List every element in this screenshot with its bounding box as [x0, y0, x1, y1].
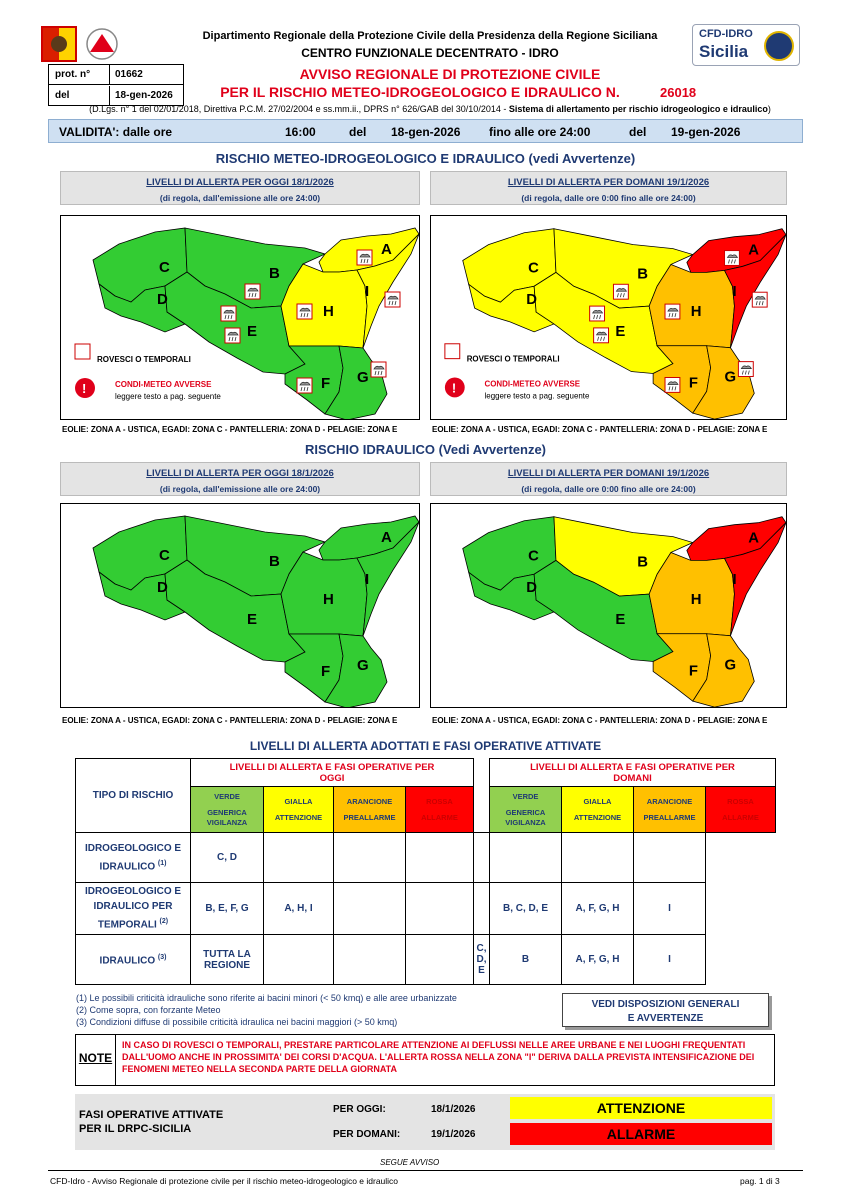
- today-cell: A, H, I: [264, 883, 334, 935]
- prot-value: 01662: [115, 69, 143, 80]
- zone-label-e: E: [247, 611, 258, 628]
- alert-levels-table: [75, 758, 776, 985]
- s1-today-header: LIVELLI DI ALLERTA PER OGGI 18/1/2026 (di regola, dall'emissione alle ore 24:00): [60, 171, 420, 205]
- del-label: del: [55, 90, 70, 101]
- zone-label-h: H: [690, 304, 702, 321]
- centre-name: CENTRO FUNZIONALE DECENTRATO - IDRO: [301, 46, 559, 60]
- storm-icon: [752, 292, 767, 307]
- zone-label-f: F: [688, 663, 698, 680]
- zone-label-i: I: [732, 284, 737, 301]
- s1-today-map: [60, 215, 420, 420]
- zone-label-b: B: [637, 266, 648, 283]
- validity-from-date: 18-gen-2026: [391, 125, 461, 139]
- storm-icon: [738, 362, 753, 377]
- risk-type-cell: IDROGEOLOGICO E IDRAULICO $^{(1)}$: [76, 833, 191, 883]
- zone-label-g: G: [357, 657, 369, 674]
- zone-label-d: D: [157, 579, 168, 596]
- s1-today-eolie: EOLIE: ZONA A - USTICA, EGADI: ZONA C - PANTELLERIA: ZONA D - PELAGIE: ZONA E: [62, 425, 398, 434]
- legend-adverse-label: CONDI-METEO AVVERSE: [115, 380, 212, 389]
- zone-label-e: E: [615, 323, 626, 340]
- zone-label-e: E: [247, 323, 258, 340]
- tomorrow-cell: [490, 833, 562, 883]
- tomorrow-cell: I: [634, 883, 706, 935]
- notice-title-line1: AVVISO REGIONALE DI PROTEZIONE CIVILE: [299, 66, 601, 82]
- zone-label-c: C: [528, 548, 539, 565]
- s2-today-header: LIVELLI DI ALLERTA PER OGGI 18/1/2026 (di regola, dall'emissione alle ore 24:00): [60, 462, 420, 496]
- storm-icon: [245, 284, 260, 299]
- zone-label-i: I: [365, 283, 370, 300]
- zone-label-b: B: [269, 553, 280, 570]
- phase-tomorrow-date: 19/1/2026: [431, 1129, 476, 1140]
- zone-label-a: A: [381, 529, 392, 546]
- tomorrow-cell: A, F, G, H: [562, 883, 634, 935]
- validity-to-date: 19-gen-2026: [671, 125, 741, 139]
- note-label: NOTE: [76, 1035, 116, 1085]
- general-provisions-link[interactable]: VEDI DISPOSIZIONI GENERALI E AVVERTENZE: [562, 993, 769, 1027]
- today-phase-header: LIVELLI DI ALLERTA E FASI OPERATIVE PER OGGI: [191, 759, 474, 787]
- tomorrow-cell: B: [490, 935, 562, 985]
- phase-tomorrow-label: PER DOMANI:: [333, 1129, 401, 1140]
- phase-today-date: 18/1/2026: [431, 1104, 476, 1115]
- today-level-rossa: ROSSA ALLARME: [406, 787, 474, 833]
- zone-label-f: F: [321, 375, 331, 392]
- s2-tomorrow-eolie: EOLIE: ZONA A - USTICA, EGADI: ZONA C - PANTELLERIA: ZONA D - PELAGIE: ZONA E: [432, 716, 768, 725]
- zone-label-f: F: [688, 375, 698, 392]
- cfd-logo: [692, 24, 800, 66]
- footer-text: CFD-Idro - Avviso Regionale di protezione civile per il rischio meteo-idrogeologico e idraulico: [50, 1176, 399, 1186]
- s1-tomorrow-eolie: EOLIE: ZONA A - USTICA, EGADI: ZONA C - PANTELLERIA: ZONA D - PELAGIE: ZONA E: [432, 425, 768, 434]
- storm-icon: [665, 377, 680, 392]
- s2-tomorrow-header: LIVELLI DI ALLERTA PER DOMANI 19/1/2026 (di regola, dalle ore 0:00 fino alle ore 24:00): [430, 462, 787, 496]
- today-cell: [334, 883, 406, 935]
- today-cell: [406, 833, 474, 883]
- storm-icon: [725, 251, 740, 266]
- zone-label-f: F: [321, 663, 331, 680]
- page-number: pag. 1 di 3: [740, 1176, 780, 1186]
- storm-icon: [297, 378, 312, 393]
- today-cell: TUTTA LA REGIONE: [191, 935, 264, 985]
- region-logo: [40, 24, 130, 64]
- tomorrow-phase-header: LIVELLI DI ALLERTA E FASI OPERATIVE PER DOMANI: [490, 759, 776, 787]
- zone-label-e: E: [615, 611, 626, 628]
- tomorrow-cell: I: [634, 935, 706, 985]
- tomorrow-level-arancione: ARANCIONE PREALLARME: [634, 787, 706, 833]
- zone-label-b: B: [269, 265, 280, 282]
- zone-label-a: A: [748, 242, 760, 259]
- zone-label-a: A: [748, 530, 760, 547]
- storm-icon: [594, 328, 609, 343]
- tomorrow-cell: A, F, G, H: [562, 935, 634, 985]
- tomorrow-cell: B, C, D, E: [490, 883, 562, 935]
- operational-phases: [75, 1094, 775, 1150]
- tomorrow-cell: [562, 833, 634, 883]
- zone-label-a: A: [381, 241, 392, 258]
- warning-mark: !: [82, 381, 87, 396]
- table-title: LIVELLI DI ALLERTA ADOTTATI E FASI OPERATIVE ATTIVATE: [249, 739, 602, 753]
- s1-tomorrow-map: [430, 215, 787, 420]
- validity-del2: del: [629, 125, 647, 139]
- storm-icon: [225, 328, 240, 343]
- table-row: [76, 935, 776, 985]
- zone-label-g: G: [357, 369, 369, 386]
- today-cell: B, E, F, G: [191, 883, 264, 935]
- phase-today-level: ATTENZIONE: [510, 1097, 772, 1119]
- globe-icon: [764, 31, 794, 61]
- continue-note: SEGUE AVVISO: [380, 1158, 440, 1167]
- zone-label-b: B: [637, 554, 648, 571]
- today-cell: [406, 883, 474, 935]
- storm-icon: [221, 306, 236, 321]
- zone-label-g: G: [724, 657, 737, 674]
- validity-until: fino alle ore 24:00: [489, 125, 591, 139]
- zone-label-h: H: [323, 591, 334, 608]
- storm-icon: [590, 306, 605, 321]
- legend-adverse-label: CONDI-METEO AVVERSE: [484, 379, 581, 389]
- validity-label: VALIDITA': dalle ore: [59, 125, 173, 139]
- validity-from-time: 16:00: [285, 125, 316, 139]
- phases-label: FASI OPERATIVE ATTIVATE PER IL DRPC-SICILIA: [79, 1109, 224, 1135]
- tomorrow-cell: C, D, E: [474, 935, 490, 985]
- risk-type-header: TIPO DI RISCHIO: [76, 759, 191, 833]
- legend-adverse-sub: leggere testo a pag. seguente: [484, 391, 590, 401]
- cfd-logo-line2: Sicilia: [699, 42, 749, 61]
- storm-icon: [357, 250, 372, 265]
- section-idraulico-title: RISCHIO IDRAULICO (Vedi Avvertenze): [304, 442, 547, 457]
- validity-bar: [48, 119, 803, 143]
- zone-label-h: H: [323, 303, 334, 320]
- prot-label: prot. n°: [55, 69, 91, 80]
- protocol-box: [48, 64, 184, 106]
- today-level-verde: VERDE GENERICA VIGILANZA: [191, 787, 264, 833]
- phase-tomorrow-level: ALLARME: [510, 1123, 772, 1145]
- cfd-logo-line1: CFD-IDRO: [699, 28, 753, 40]
- zone-label-c: C: [159, 259, 170, 276]
- tomorrow-level-rossa: ROSSA ALLARME: [706, 787, 776, 833]
- warning-mark: !: [451, 380, 457, 396]
- tomorrow-cell: [474, 883, 490, 935]
- legend-storm-label: ROVESCI O TEMPORALI: [466, 354, 560, 364]
- zone-label-i: I: [732, 572, 737, 589]
- risk-type-cell: IDROGEOLOGICO E IDRAULICO PER TEMPORALI $^{(2)}$: [76, 883, 191, 935]
- department-name: Dipartimento Regionale della Protezione Civile della Presidenza della Regione Siciliana: [202, 30, 658, 42]
- legend-storm-icon: [75, 344, 90, 359]
- zone-label-i: I: [365, 571, 370, 588]
- note-text: IN CASO DI ROVESCI O TEMPORALI, PRESTARE PARTICOLARE ATTENZIONE AI DEFLUSSI NELLE AREE URBANE E NEI LUOGHI FREQUENTATI DALL'UOMO ANCHE IN PROSSIMITA' DEI CORSI D'ACQUA. L'ALLERTA ROSSA NELLA ZONA "I" DERIVA DALLA PREVISTA INTENSIFICAZIONE DEI FENOMENI METEO NELLA SECONDA PARTE DELLA GIORNATA: [122, 1040, 755, 1074]
- today-level-gialla: GIALLA ATTENZIONE: [264, 787, 334, 833]
- zone-label-h: H: [690, 592, 702, 609]
- table-row: [76, 833, 776, 883]
- today-cell: C, D: [191, 833, 264, 883]
- storm-icon: [613, 284, 628, 299]
- today-cell: [264, 833, 334, 883]
- today-cell: [406, 935, 474, 985]
- legal-references: (D.Lgs. n° 1 del 02/01/2018, Direttiva P.C.M. 27/02/2004 e ss.mm.ii., DPRS n° 626/GAB del 30/10/2014 - Sistema di allertamento per rischio idrogeologico e idraulico): [89, 104, 771, 114]
- tomorrow-cell: [634, 833, 706, 883]
- today-cell: [334, 935, 406, 985]
- tomorrow-level-gialla: GIALLA ATTENZIONE: [562, 787, 634, 833]
- phase-today-label: PER OGGI:: [333, 1104, 386, 1115]
- s2-tomorrow-map: [430, 503, 787, 708]
- zone-label-d: D: [526, 292, 537, 309]
- legend-storm-icon: [445, 344, 460, 359]
- risk-type-cell: IDRAULICO $^{(3)}$: [76, 935, 191, 985]
- zone-label-d: D: [157, 291, 168, 308]
- today-cell: [334, 833, 406, 883]
- zone-label-c: C: [528, 260, 539, 277]
- storm-icon: [665, 304, 680, 319]
- zone-label-g: G: [724, 369, 737, 386]
- notice-number: 26018: [660, 85, 697, 100]
- notice-title-line2: PER IL RISCHIO METEO-IDROGEOLOGICO E IDRAULICO N.: [220, 84, 620, 100]
- today-level-arancione: ARANCIONE PREALLARME: [334, 787, 406, 833]
- legend-storm-label: ROVESCI O TEMPORALI: [97, 355, 191, 364]
- section-meteo-title: RISCHIO METEO-IDROGEOLOGICO E IDRAULICO (vedi Avvertenze): [215, 151, 636, 166]
- storm-icon: [385, 292, 400, 307]
- storm-icon: [297, 304, 312, 319]
- table-row: [76, 883, 776, 935]
- today-cell: [264, 935, 334, 985]
- footnotes: (1) Le possibili criticità idrauliche sono riferite ai bacini minori (< 50 kmq) e alle aree urbanizzate (2) Come sopra, con forzante Meteo (3) Condizioni diffuse di possibile criticità idraulica nei bacini maggiori (> 50 kmq): [76, 993, 457, 1027]
- s2-today-map: [60, 503, 420, 708]
- s1-tomorrow-header: LIVELLI DI ALLERTA PER DOMANI 19/1/2026 (di regola, dalle ore 0:00 fino alle ore 24:00): [430, 171, 787, 205]
- note-box: [75, 1034, 775, 1086]
- tomorrow-level-verde: VERDE GENERICA VIGILANZA: [490, 787, 562, 833]
- validity-del1: del: [349, 125, 367, 139]
- s2-today-eolie: EOLIE: ZONA A - USTICA, EGADI: ZONA C - PANTELLERIA: ZONA D - PELAGIE: ZONA E: [62, 716, 398, 725]
- tomorrow-cell: [474, 833, 490, 883]
- storm-icon: [371, 362, 386, 377]
- zone-label-c: C: [159, 547, 170, 564]
- zone-label-d: D: [526, 580, 537, 597]
- legend-adverse-sub: leggere testo a pag. seguente: [115, 392, 221, 401]
- del-value: 18-gen-2026: [115, 90, 173, 101]
